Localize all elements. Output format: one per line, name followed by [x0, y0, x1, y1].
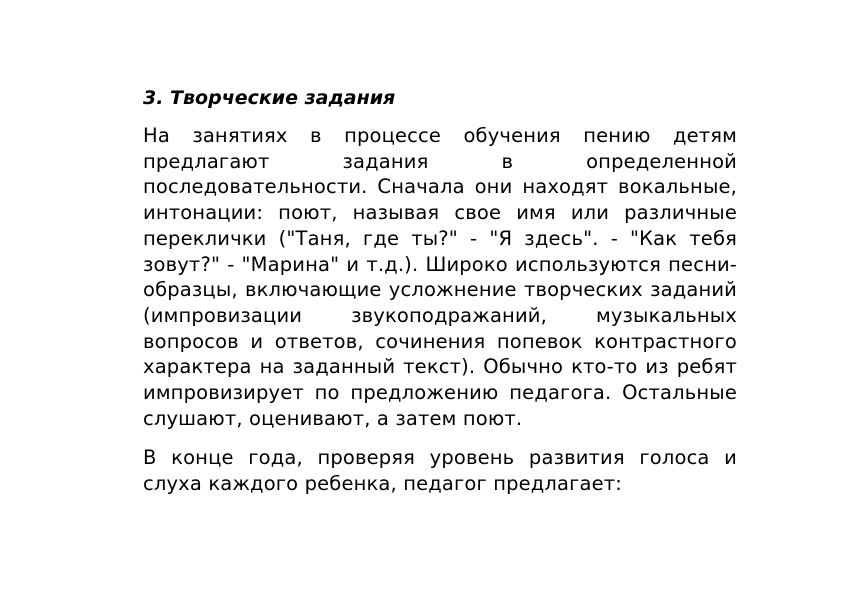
- section-heading: 3. Творческие задания: [143, 87, 396, 109]
- body-paragraph-2: В конце года, проверяя уровень развития голоса и слуха каждого ребенка, педагог предлагает:: [143, 446, 737, 496]
- body-paragraph-1: На занятиях в процессе обучения пению детям предлагают задания в определенной последовательности. Сначала они находят вокальные, интонации: поют, называя свое имя или различные переклички ("Таня, где ты?" - "Я здесь". - "Как тебя зовут?" - "Марина" и т.д.). Широко используются песни-образцы, включающие усложнение творческих заданий (импровизации звукоподражаний, музыкальных вопросов и ответов, сочинения попевок контрастного характера на заданный текст). Обычно кто-то из ребят импровизирует по предложению педагога. Остальные слушают, оценивают, а затем поют.: [143, 124, 737, 430]
- slide-content: [143, 86, 737, 497]
